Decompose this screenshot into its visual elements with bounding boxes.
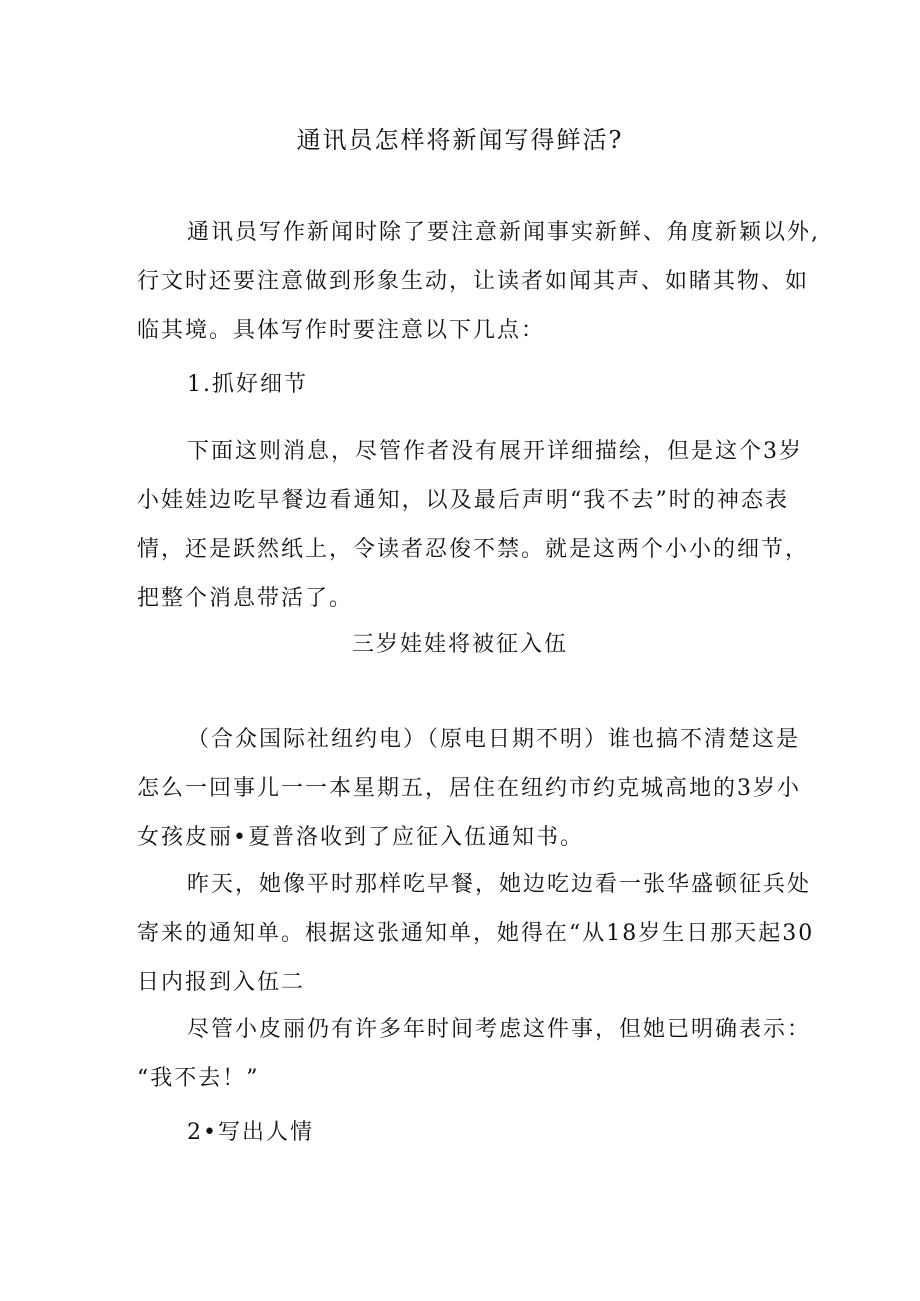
news-p2-line-3: 日内报到入伍二 [137, 970, 306, 995]
document-title: 通讯员怎样将新闻写得鲜活? [296, 126, 624, 154]
news-p2-line-1: 昨天，她像平时那样吃早餐，她边吃边看一张华盛顿征兵处 [187, 872, 812, 897]
news-p2-line-2: 寄来的通知单。根据这张通知单，她得在“从18岁生日那天起30 [137, 921, 815, 946]
section-1-line-2: 小娃娃边吃早餐边看通知，以及最后声明“我不去”时的神态表 [137, 488, 789, 513]
news-p3-line-1: 尽管小皮丽仍有许多年时间考虑这件事，但她已明确表示： [187, 1017, 812, 1042]
news-headline: 三岁娃娃将被征入伍 [351, 632, 568, 657]
section-1-heading: 1.抓好细节 [187, 372, 308, 397]
intro-line-2: 行文时还要注意做到形象生动，让读者如闻其声、如睹其物、如 [137, 269, 810, 294]
section-1-line-3: 情，还是跃然纸上，令读者忍俊不禁。就是这两个小小的细节， [137, 537, 810, 562]
news-p1-line-3: 女孩皮丽•夏普洛收到了应征入伍通知书。 [137, 825, 584, 850]
section-1-line-4: 把整个消息带活了。 [137, 586, 354, 611]
news-p1-line-1: （合众国际社纽约电）（原电日期不明）谁也搞不清楚这是 [187, 727, 801, 752]
section-1-line-1: 下面这则消息，尽管作者没有展开详细描绘，但是这个3岁 [187, 439, 803, 464]
news-p3-line-2: “我不去！” [137, 1066, 260, 1091]
section-2-heading: 2•写出人情 [187, 1120, 314, 1145]
intro-line-1: 通讯员写作新闻时除了要注意新闻事实新鲜、角度新颖以外, [187, 220, 820, 245]
news-p1-line-2: 怎么一回事儿一一本星期五，居住在纽约市约克城高地的3岁小 [137, 776, 801, 801]
intro-line-3: 临其境。具体写作时要注意以下几点： [137, 318, 546, 343]
